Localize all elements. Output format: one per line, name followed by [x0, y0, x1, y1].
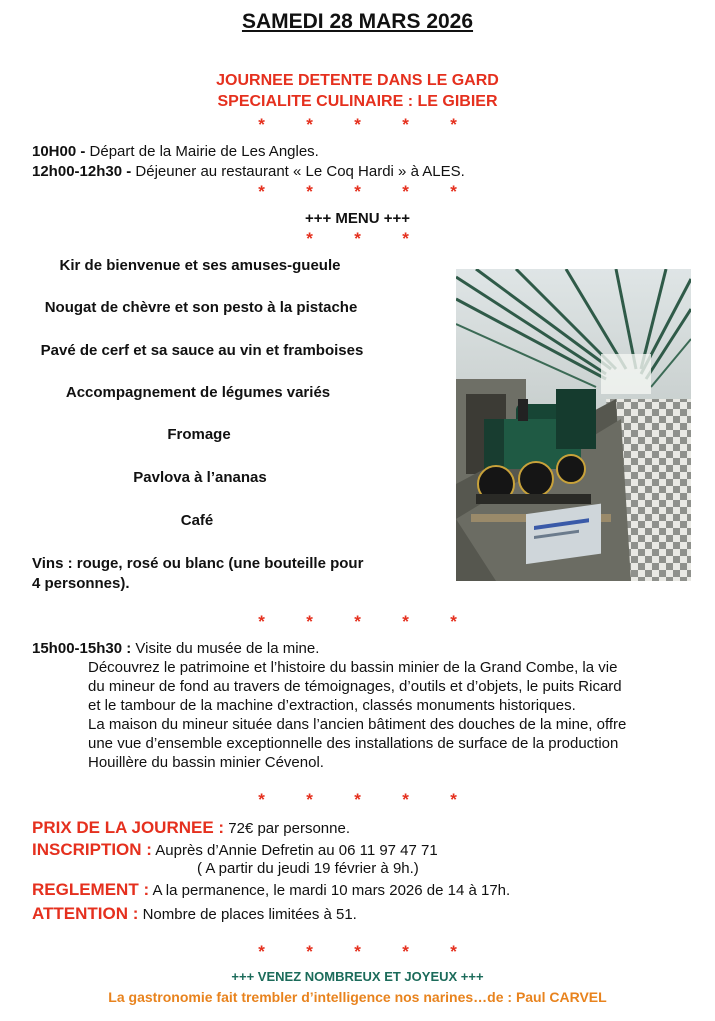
menu-item: Accompagnement de légumes variés [65, 384, 331, 401]
subtitle-specialty: SPECIALITE CULINAIRE : LE GIBIER [217, 93, 498, 110]
subtitle-region: JOURNEE DETENTE DANS LE GARD [216, 72, 499, 89]
footer-quote: La gastronomie fait trembler d’intelligence nos narines…de : Paul CARVEL [108, 989, 607, 1005]
menu-title: +++ MENU +++ [304, 210, 411, 227]
inscription-note: ( A partir du jeudi 19 février à 9h.) [197, 860, 419, 877]
footer-invitation: +++ VENEZ NOMBREUX ET JOYEUX +++ [231, 969, 484, 984]
menu-item: Café [180, 512, 214, 529]
menu-item: Pavé de cerf et sa sauce au vin et framboises [40, 342, 364, 359]
payment-line: REGLEMENT : A la permanence, le mardi 10 mars 2026 de 14 à 17h. [32, 880, 511, 899]
page-title: SAMEDI 28 MARS 2026 [241, 10, 474, 33]
menu-item: Fromage [167, 426, 231, 443]
star-separator: * * * * * [258, 942, 457, 961]
schedule-lunch: 12h00-12h30 - Déjeuner au restaurant « Le Coq Hardi » à ALES. [32, 163, 465, 180]
star-separator: * * * * * [258, 612, 457, 631]
menu-item: Kir de bienvenue et ses amuses-gueule [59, 257, 341, 274]
attention-line: ATTENTION : Nombre de places limitées à 51. [32, 904, 357, 923]
star-separator: * * * * * [258, 790, 457, 809]
star-separator: * * * * * [258, 182, 457, 201]
price-line: PRIX DE LA JOURNEE : 72€ par personne. [32, 818, 351, 837]
locomotive-photo [456, 269, 691, 581]
menu-item: Nougat de chèvre et son pesto à la pistache [44, 299, 358, 316]
schedule-departure: 10H00 - Départ de la Mairie de Les Angles. [32, 143, 319, 160]
wines-line: 4 personnes). [32, 575, 130, 592]
star-separator: * * * * * [258, 115, 457, 134]
star-separator: * * * [306, 229, 409, 248]
inscription-line: INSCRIPTION : Auprès d’Annie Defretin au 06 11 97 47 71 [32, 840, 438, 859]
menu-item: Pavlova à l’ananas [133, 469, 267, 486]
wines-line: Vins : rouge, rosé ou blanc (une bouteille pour [32, 555, 364, 572]
museum-visit: 15h00-15h30 : Visite du musée de la mine. Découvrez le patrimoine et l’histoire du bassin minier de la Grand Combe, la vie du mineur de fond au travers de témoignages, d’outils et d’objets, le puits Ricard et le tambour de la machine d’extraction, classés monuments historiques. La maison du mineur située dans l’ancien bâtiment des douches de la mine, offre une vue d’ensemble exceptionnelle des installations de surface de la production Houillère du bassin minier Cévenol. [32, 640, 627, 771]
